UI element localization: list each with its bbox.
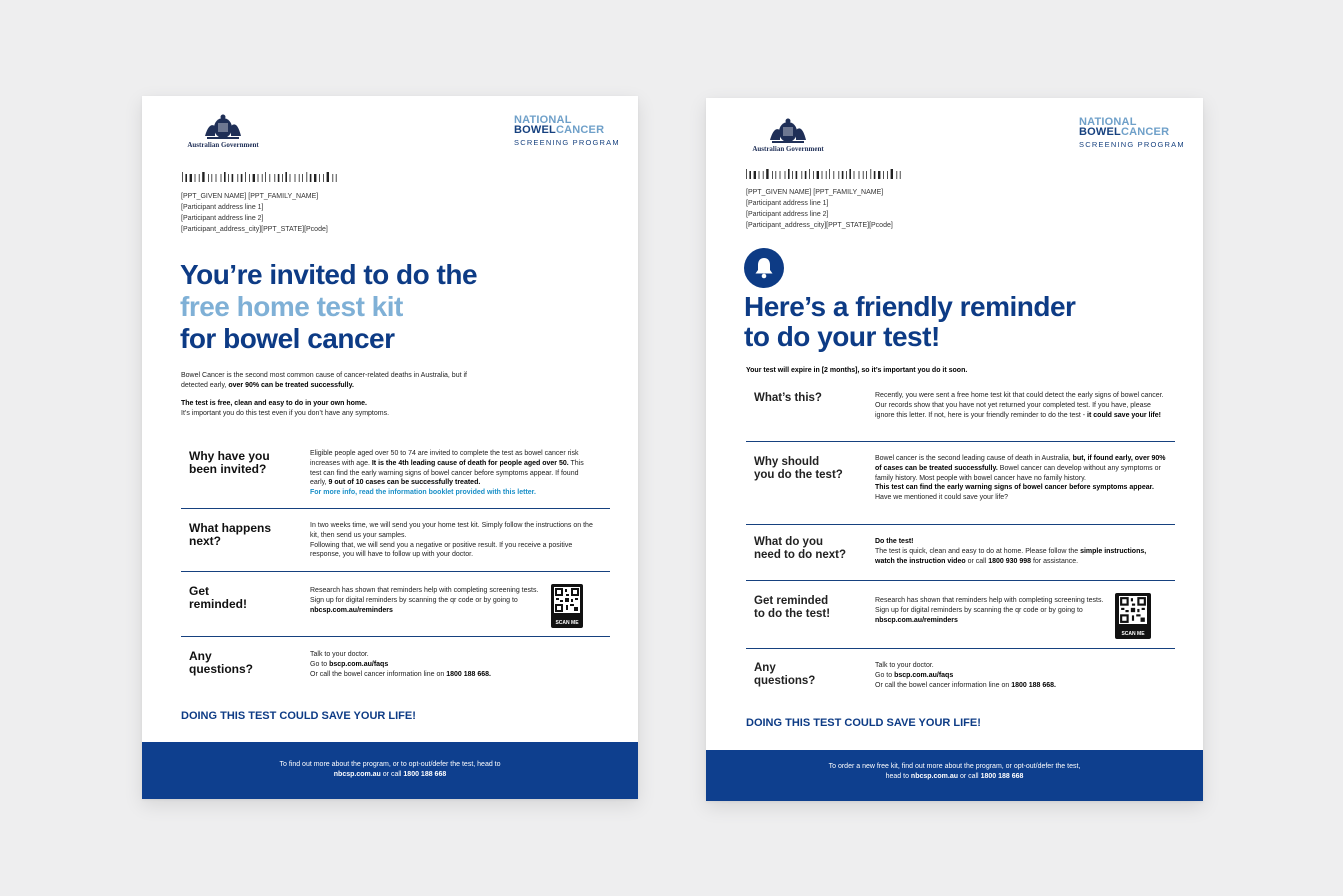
recipient-address xyxy=(181,191,328,235)
section-title-line: need to do next? xyxy=(754,549,846,561)
body-bold: it could save your life! xyxy=(1085,411,1161,419)
info-sections xyxy=(181,437,610,699)
section-title-line: What happens xyxy=(189,521,272,535)
scan-me-label: SCAN ME xyxy=(555,620,579,626)
section-title-line: you do the test? xyxy=(754,469,843,481)
section-body xyxy=(875,596,1107,625)
section-get-reminded xyxy=(746,581,1175,649)
section-title xyxy=(754,392,822,405)
section-title-line: Why should xyxy=(754,456,820,468)
program-logo-line3: SCREENING PROGRAM xyxy=(514,138,620,147)
section-body xyxy=(310,586,540,615)
section-title-line: reminded! xyxy=(189,597,248,611)
footer-line1: To order a new free kit, find out more about the program, or opt-out/defer the test, xyxy=(828,763,1081,770)
body-text: This test can find the early warning signs of bowel cancer before symptoms appear. If found early, xyxy=(310,459,584,487)
body-bold: 9 out of 10 cases can be successfully treated. xyxy=(326,479,481,487)
headline-line3: for bowel cancer xyxy=(180,323,395,354)
section-whats-this xyxy=(746,381,1175,442)
body-text: or call xyxy=(965,557,987,565)
barcode xyxy=(182,172,338,182)
section-title-line: to do the test! xyxy=(754,608,831,620)
program-logo-line2 xyxy=(1079,127,1185,138)
program-logo-line1: NATIONAL xyxy=(514,114,572,126)
info-line-number: 1800 188 668. xyxy=(1011,681,1056,689)
coat-of-arms-icon xyxy=(766,118,810,144)
body-text: Research has shown that reminders help with completing screening tests. xyxy=(310,587,539,594)
footer-pre: head to xyxy=(885,773,911,780)
section-title-line: Get reminded xyxy=(754,595,829,607)
reminders-link[interactable]: nbcsp.com.au/reminders xyxy=(310,606,393,614)
program-logo-cancer: CANCER xyxy=(555,124,605,136)
address-line: [PPT_GIVEN NAME] [PPT_FAMILY_NAME] xyxy=(746,189,884,196)
headline-line2: free home test kit xyxy=(180,291,403,322)
section-title xyxy=(189,650,253,676)
footer-line1: To find out more about the program, or to opt-out/defer the test, head to xyxy=(279,761,501,768)
letter-footer xyxy=(142,742,638,799)
government-name: Australian Government xyxy=(187,141,259,149)
body-text: In two weeks time, we will send you your home test kit. Simply follow the instructions on the kit, then send us your samples. xyxy=(310,522,593,539)
section-body xyxy=(310,650,595,679)
intro-text xyxy=(181,371,471,418)
booklet-link[interactable]: For more info, read the information booklet provided with this letter. xyxy=(310,489,536,497)
section-title-line: Any xyxy=(189,649,212,663)
body-text: Or call the bowel cancer information line on xyxy=(310,670,445,678)
body-text: Go to xyxy=(875,671,893,679)
section-title xyxy=(754,456,843,482)
footer-mid: or call xyxy=(958,773,981,780)
intro-text xyxy=(746,366,1046,376)
body-bold: This test can find the early warning signs of bowel cancer before symptoms appear. xyxy=(875,484,1154,492)
section-title-line: been invited? xyxy=(189,462,267,476)
body-text: Talk to your doctor. xyxy=(310,651,369,658)
australian-government-logo xyxy=(178,114,268,149)
address-line: [Participant address line 1] xyxy=(746,200,829,207)
section-title-line: Any xyxy=(754,662,776,674)
section-body xyxy=(875,391,1167,420)
footer-phone: 1800 188 668 xyxy=(980,773,1024,780)
section-title-line: Why have you xyxy=(189,449,270,463)
letter-footer xyxy=(706,750,1203,801)
recipient-address xyxy=(746,187,893,231)
section-questions xyxy=(181,637,610,699)
bell-badge xyxy=(744,248,784,288)
body-text: Research has shown that reminders help with completing screening tests. xyxy=(875,597,1104,604)
program-logo-line3: SCREENING PROGRAM xyxy=(1079,140,1185,149)
body-text: Have we mentioned it could save your life? xyxy=(875,494,1009,502)
bell-icon xyxy=(754,257,774,279)
intro-p1-bold: over 90% can be treated successfully. xyxy=(226,381,354,389)
letter-headline xyxy=(180,259,477,355)
program-logo-bowel: BOWEL xyxy=(514,124,556,136)
section-title-line: Get xyxy=(189,584,210,598)
section-title xyxy=(189,522,271,548)
section-what-next xyxy=(181,509,610,572)
address-line: [Participant address line 1] xyxy=(181,204,264,211)
body-text: Eligible people aged over 50 to 74 are invited to complete the test as bowel cancer risk increases with age. xyxy=(310,450,579,467)
qr-code-icon xyxy=(554,587,580,613)
letter-headline xyxy=(744,292,1075,352)
info-line-number: 1800 188 668. xyxy=(446,670,491,678)
qr-code[interactable] xyxy=(551,584,583,628)
intro-rest: , so it’s important you do it soon. xyxy=(857,367,968,374)
barcode xyxy=(746,169,902,179)
footer-mid: or call xyxy=(380,771,404,778)
qr-code[interactable] xyxy=(1115,593,1151,639)
reminders-link[interactable]: nbscp.com.au/reminders xyxy=(875,616,958,624)
body-text: Sign up for digital reminders by scanning the qr code or by going to xyxy=(310,596,518,604)
intro-bold: Your test will expire in [2 months] xyxy=(746,367,858,374)
section-questions xyxy=(746,649,1175,709)
address-line: [PPT_GIVEN NAME] [PPT_FAMILY_NAME] xyxy=(181,193,319,200)
body-text: Following that, we will send you a negative or positive result. If you receive a positive response, you will have to follow up with your doctor. xyxy=(310,541,573,559)
program-logo-line1: NATIONAL xyxy=(1079,116,1137,128)
australian-government-logo xyxy=(743,118,833,153)
body-text: The test is quick, clean and easy to do at home. Please follow the xyxy=(875,547,1079,555)
intro-p3: It’s important you do this test even if you don’t have any symptoms. xyxy=(181,409,390,417)
body-text: Bowel cancer can develop without any symptoms or family history. Most people with bowel cancer have no family history. xyxy=(875,464,1161,482)
section-title xyxy=(189,450,270,476)
coat-of-arms-icon xyxy=(201,114,245,140)
section-body xyxy=(310,449,595,498)
headline-line2: to do your test! xyxy=(744,321,940,352)
intro-p2: The test is free, clean and easy to do in your own home. xyxy=(181,400,367,407)
intro-p1: Bowel Cancer is the second most common cause of cancer-related deaths in Australia, but if detected early, xyxy=(181,372,467,389)
scan-me-label: SCAN ME xyxy=(1121,631,1145,637)
section-title xyxy=(189,585,247,611)
body-bold: Do the test! xyxy=(875,538,914,545)
section-body xyxy=(875,661,1167,690)
section-body xyxy=(875,537,1167,566)
body-text: Recently, you were sent a free home test kit that could detect the early signs of bowel cancer. Our records show that you have not yet returned your completed test. If you have, please ignore this letter. If not, here is your friendly reminder to do the test - xyxy=(875,392,1164,419)
headline-line1: Here’s a friendly reminder xyxy=(744,291,1076,322)
section-why-invited xyxy=(181,437,610,509)
section-title xyxy=(754,595,830,621)
footer-phone: 1800 188 668 xyxy=(403,771,447,778)
section-title-line: next? xyxy=(189,534,222,548)
call-to-action: DOING THIS TEST COULD SAVE YOUR LIFE! xyxy=(181,710,416,722)
body-text: Bowel cancer is the second leading cause of death in Australia, xyxy=(875,455,1071,462)
info-sections xyxy=(746,381,1175,709)
section-why-should xyxy=(746,442,1175,525)
government-name: Australian Government xyxy=(752,145,824,153)
assistance-number: 1800 930 998 xyxy=(986,557,1032,565)
footer-link[interactable]: nbcsp.com.au xyxy=(333,771,381,778)
reminder-letter xyxy=(706,98,1203,801)
section-title-line: What’s this? xyxy=(754,392,822,404)
address-line: [Participant_address_city][PPT_STATE][Pcode] xyxy=(181,226,328,233)
body-text: for assistance. xyxy=(1031,557,1079,565)
section-title-line: questions? xyxy=(754,675,816,687)
body-text: Go to xyxy=(310,660,328,668)
faqs-link[interactable]: bscp.com.au/faqs xyxy=(894,671,954,679)
headline-line1: You’re invited to do the xyxy=(180,259,478,290)
program-logo-cancer: CANCER xyxy=(1120,126,1170,138)
call-to-action: DOING THIS TEST COULD SAVE YOUR LIFE! xyxy=(746,717,981,729)
qr-code-icon xyxy=(1118,596,1148,624)
faqs-link[interactable]: bscp.com.au/faqs xyxy=(329,660,389,668)
body-text: Talk to your doctor. xyxy=(875,662,934,669)
section-next-steps xyxy=(746,525,1175,581)
program-logo xyxy=(1079,117,1185,149)
section-title xyxy=(754,536,846,562)
body-bold: but, if found early, over 90% of cases can be treated successfully. xyxy=(875,455,1166,472)
section-title-line: questions? xyxy=(189,662,254,676)
footer-link[interactable]: nbcsp.com.au xyxy=(910,773,958,780)
body-text: Or call the bowel cancer information line on xyxy=(875,681,1010,689)
section-title-line: What do you xyxy=(754,536,823,548)
section-body xyxy=(875,454,1167,503)
program-logo-bowel: BOWEL xyxy=(1079,126,1121,138)
invitation-letter xyxy=(142,96,638,799)
body-bold: It is the 4th leading cause of death for people aged over 50. xyxy=(369,459,569,467)
section-body xyxy=(310,521,595,560)
body-text: Sign up for digital reminders by scanning the qr code or by going to xyxy=(875,606,1083,614)
address-line: [Participant_address_city][PPT_STATE][Pcode] xyxy=(746,222,893,229)
address-line: [Participant address line 2] xyxy=(746,211,829,218)
program-logo-line2 xyxy=(514,125,620,136)
address-line: [Participant address line 2] xyxy=(181,215,264,222)
section-title xyxy=(754,662,815,688)
instruction-video-link[interactable]: simple instructions, watch the instruction video xyxy=(875,547,1147,565)
section-get-reminded xyxy=(181,572,610,637)
program-logo xyxy=(514,115,620,147)
